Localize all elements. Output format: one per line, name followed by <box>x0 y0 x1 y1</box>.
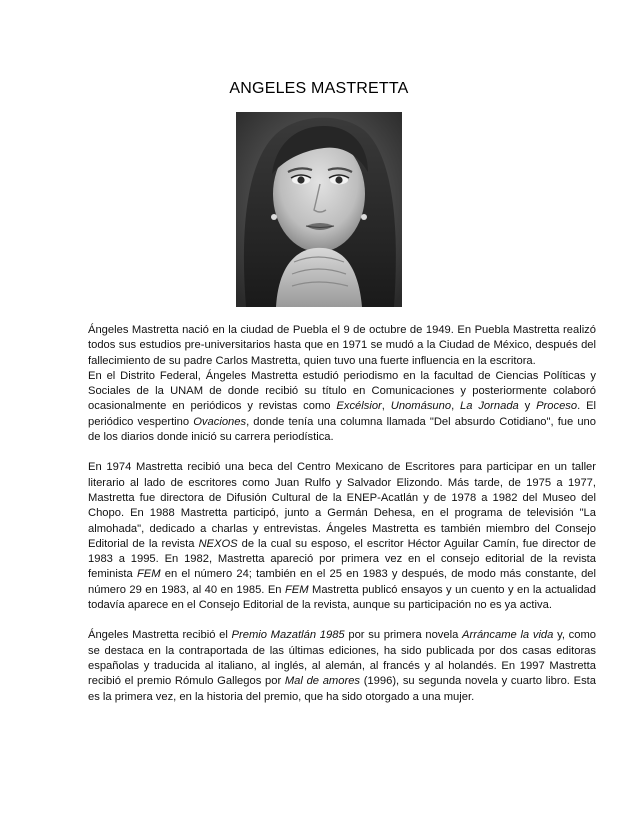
text-run: , donde tenía una columna llamada "Del absurdo Cotidiano", fue uno de los diarios donde inició su carrera periodística. <box>88 415 597 444</box>
page-title: ANGELES MASTRETTA <box>229 80 409 97</box>
italic-title-run: Arráncame la vida <box>462 629 554 642</box>
italic-title-run: Mal de amores <box>284 675 361 688</box>
paragraph <box>88 369 596 445</box>
text-run: de la cual su esposo, el escritor Héctor Aguilar Camín, fue director de 1983 a 1995. En 1982, Mastretta apareció por primera vez en el consejo editorial de la revista feminista <box>88 537 596 581</box>
portrait-photo <box>236 112 402 307</box>
text-run: en el número 24; también en el 25 en 1983 y después, de modo más constante, del número 29 en 1983, al 40 en 1985. En <box>88 568 597 596</box>
biography-text <box>88 323 596 705</box>
italic-title-run: NEXOS <box>198 537 238 550</box>
text-run: . El periódico vespertino <box>88 400 597 428</box>
text-run: (1996), su segunda novela y cuarto libro. Esta es la primera vez, en la historia del premio, que ha sido otorgado a una mujer. <box>88 675 596 703</box>
text-run: y <box>518 400 537 413</box>
paragraph <box>88 460 596 613</box>
text-run: Ángeles Mastretta nació en la ciudad de Puebla el 9 de octubre de 1949. En Puebla Mastretta realizó todos sus estudios pre-universitarios hasta que en 1971 se mudó a la Ciudad de México, después del fallecimiento de su padre Carlos Mastretta, quien tuvo una fuerte influencia en la escritora. <box>88 324 596 367</box>
author-portrait <box>236 112 402 307</box>
text-run: Ángeles Mastretta recibió el <box>88 629 232 642</box>
paragraph <box>88 628 596 704</box>
text-run: En el Distrito Federal, Ángeles Mastretta estudió periodismo en la facultad de Ciencias Políticas y Sociales de la UNAM de donde recibió su título en Comunicaciones y posteriormente colaboró ocasionalmente en periódicos y revistas como <box>88 369 596 413</box>
text-run: En 1974 Mastretta recibió una beca del Centro Mexicano de Escritores para participar en un taller literario al lado de escritores como Juan Rulfo y Salvador Elizondo. Más tarde, de 1975 a 1977, Mastretta fue directora de Difusión Cultural de la ENEP-Acatlán y de 1978 a 1982 del Museo del Chopo. En 1988 Mastretta participó, junto a Germán Dehesa, en el programa de televisión "La almohada", dedicado a charlas y entrevistas. Ángeles Mastretta es también miembro del Consejo Editorial de la revista <box>88 461 596 550</box>
italic-title-run: Premio Mazatlán 1985 <box>231 629 345 642</box>
italic-title-run: La Jornada <box>460 400 519 413</box>
italic-title-run: FEM <box>136 568 161 581</box>
italic-title-run: Proceso <box>536 400 578 413</box>
italic-title-run: Excélsior <box>336 400 382 413</box>
text-run: y, como se destaca en la contraportada de las últimas ediciones, ha sido publicada por dos casas editoras españolas y traducida al italiano, al inglés, al alemán, al francés y al holandés. En 1997 Mastretta recibió el premio Rómulo Gallegos por <box>88 629 597 688</box>
italic-title-run: FEM <box>284 583 309 596</box>
text-run: , <box>451 400 461 413</box>
paragraph <box>88 323 596 369</box>
text-run: , <box>381 400 391 413</box>
italic-title-run: Unomásuno <box>390 400 452 413</box>
text-run: Mastretta publicó ensayos y un cuento y en la actualidad todavía aparece en el Consejo Editorial de la revista, aunque su participación no es ya activa. <box>88 583 596 612</box>
italic-title-run: Ovaciones <box>193 415 247 428</box>
text-run: por su primera novela <box>344 629 463 642</box>
